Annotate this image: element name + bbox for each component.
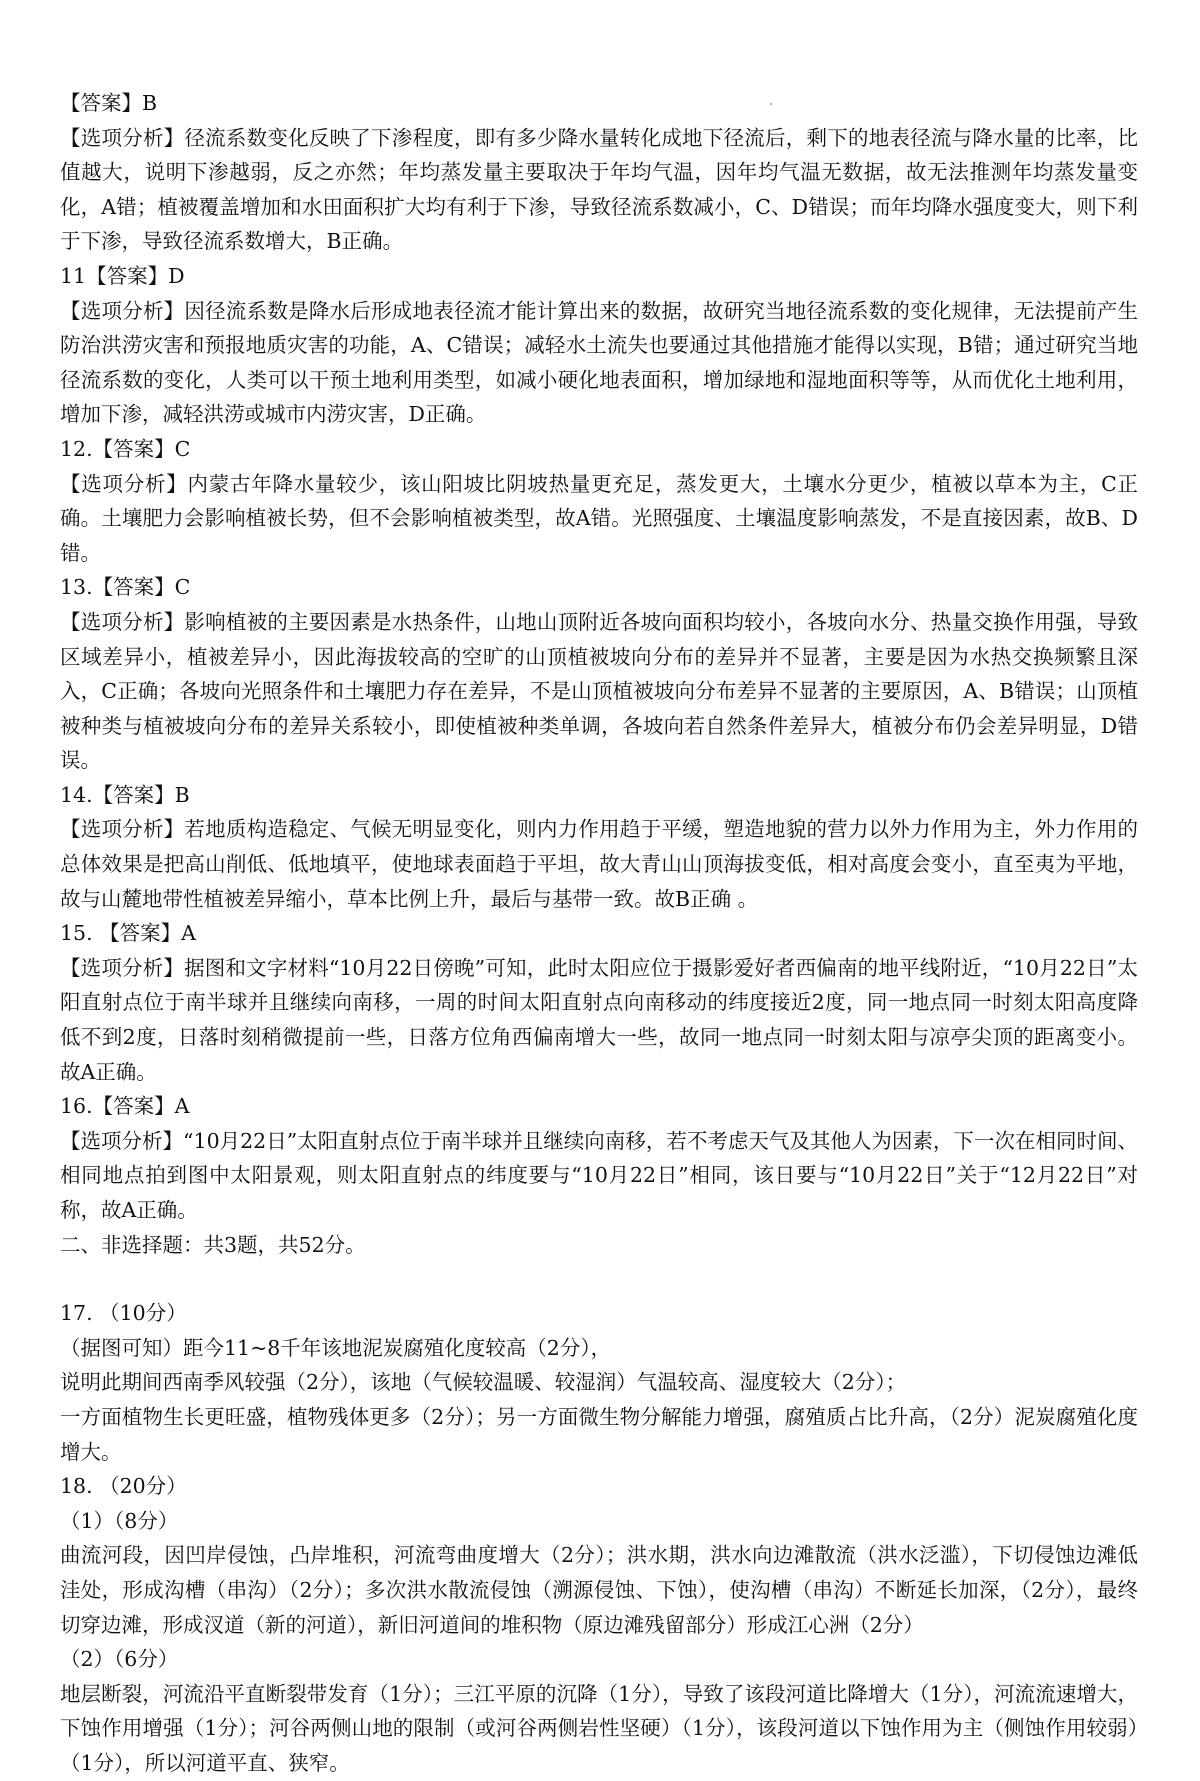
answer-line: 12.【答案】C [60,436,191,461]
answer-text: （据图可知）距今11~8千年该地泥炭腐殖化度较高（2分）， [60,1335,612,1360]
answer-text: 地层断裂，河流沿平直断裂带发育（1分）；三江平原的沉降（1分），导致了该段河道比降增大（1分），河流流速增大，下蚀作用增强（1分）；河谷两侧山地的限制（或河谷两侧岩性坚硬）（1分），该段河道以下蚀作用为主（侧蚀作用较弱）（1分），所以河道平直、狭窄。 [60,1681,1138,1775]
answer-page [60,86,1138,1781]
answer-line: 16.【答案】A [60,1094,190,1119]
answer-text: 说明此期间西南季风较强（2分），该地（气候较温暖、较湿润）气温较高、湿度较大（2分）； [60,1370,907,1395]
answer-line: 15. 【答案】A [60,921,196,946]
answer-line: 13.【答案】C [60,575,191,600]
analysis-paragraph: 【选项分析】据图和文字材料“10月22日傍晚”可知，此时太阳应位于摄影爱好者西偏南的地平线附近，“10月22日”太阳直射点位于南半球并且继续向南移，一周的时间太阳直射点向南移动的纬度接近2度，同一地点同一时刻太阳高度降低不到2度，日落时刻稍微提前一些，日落方位角西偏南增大一些，故同一地点同一时刻太阳与凉亭尖顶的距离变小。故A正确。 [60,955,1138,1084]
sub-question-heading: （2）（6分） [60,1647,179,1672]
analysis-paragraph: 【选项分析】因径流系数是降水后形成地表径流才能计算出来的数据，故研究当地径流系数的变化规律，无法提前产生防治洪涝灾害和预报地质灾害的功能，A、C错误；减轻水土流失也要通过其他措施才能得以实现，B错；通过研究当地径流系数的变化，人类可以干预土地利用类型，如减小硬化地表面积，增加绿地和湿地面积等等，从而优化土地利用，增加下渗，减轻洪涝或城市内涝灾害，D正确。 [60,298,1138,427]
spacer [60,1262,1138,1296]
answer-text: 曲流河段，因凹岸侵蚀，凸岸堆积，河流弯曲度增大（2分）；洪水期，洪水向边滩散流（洪水泛滥），下切侵蚀边滩低洼处，形成沟槽（串沟）（2分）；多次洪水散流侵蚀（溯源侵蚀、下蚀），使沟槽（串沟）不断延长加深，（2分），最终切穿边滩，形成汊道（新的河道），新旧河道间的堆积物（原边滩残留部分）形成江心洲（2分） [60,1543,1138,1637]
analysis-paragraph: 【选项分析】内蒙古年降水量较少，该山阳坡比阴坡热量更充足，蒸发更大，土壤水分更少，植被以草本为主，C正确。土壤肥力会影响植被长势，但不会影响植被类型，故A错。光照强度、土壤温度影响蒸发，不是直接因素，故B、D错。 [60,471,1138,565]
answer-line: 14.【答案】B [60,782,190,807]
question-heading: 17. （10分） [60,1301,187,1326]
analysis-paragraph: 【选项分析】径流系数变化反映了下渗程度，即有多少降水量转化成地下径流后，剩下的地表径流与降水量的比率，比值越大，说明下渗越弱，反之亦然；年均蒸发量主要取决于年均气温，因年均气温无数据，故无法推测年均蒸发量变化，A错；植被覆盖增加和水田面积扩大均有利于下渗，导致径流系数减小，C、D错误；而年均降水强度变大，则下利于下渗，导致径流系数增大，B正确。 [60,125,1138,254]
answer-text: 一方面植物生长更旺盛，植物残体更多（2分）；另一方面微生物分解能力增强，腐殖质占比升高，（2分）泥炭腐殖化度增大。 [60,1404,1138,1464]
answer-line: 【答案】B [60,91,158,115]
question-heading: 18. （20分） [60,1474,187,1499]
answer-line: 11【答案】D [60,263,185,288]
analysis-paragraph: 【选项分析】若地质构造稳定、气候无明显变化，则内力作用趋于平缓，塑造地貌的营力以外力作用为主，外力作用的总体效果是把高山削低、低地填平，使地球表面趋于平坦，故大青山山顶海拔变低，相对高度会变小，直至夷为平地，故与山麓地带性植被差异缩小，草本比例上升，最后与基带一致。故B正确 。 [60,817,1138,911]
analysis-paragraph: 【选项分析】影响植被的主要因素是水热条件，山地山顶附近各坡向面积均较小，各坡向水分、热量交换作用强，导致区域差异小，植被差异小，因此海拔较高的空旷的山顶植被坡向分布的差异并不显著，主要是因为水热交换频繁且深入，C正确；各坡向光照条件和土壤肥力存在差异，不是山顶植被坡向分布差异不显著的主要原因，A、B错误；山顶植被种类与植被坡向分布的差异关系较小，即使植被种类单调，各坡向若自然条件差异大，植被分布仍会差异明显，D错误。 [60,609,1138,773]
analysis-paragraph: 【选项分析】“10月22日”太阳直射点位于南半球并且继续向南移，若不考虑天气及其他人为因素，下一次在相同时间、相同地点拍到图中太阳景观，则太阳直射点的纬度要与“10月22日”相同，该日要与“10月22日”关于“12月22日”对称，故A正确。 [60,1128,1138,1222]
sub-question-heading: （1）（8分） [60,1508,179,1533]
section-heading: 二、非选择题：共3题，共52分。 [60,1232,366,1257]
